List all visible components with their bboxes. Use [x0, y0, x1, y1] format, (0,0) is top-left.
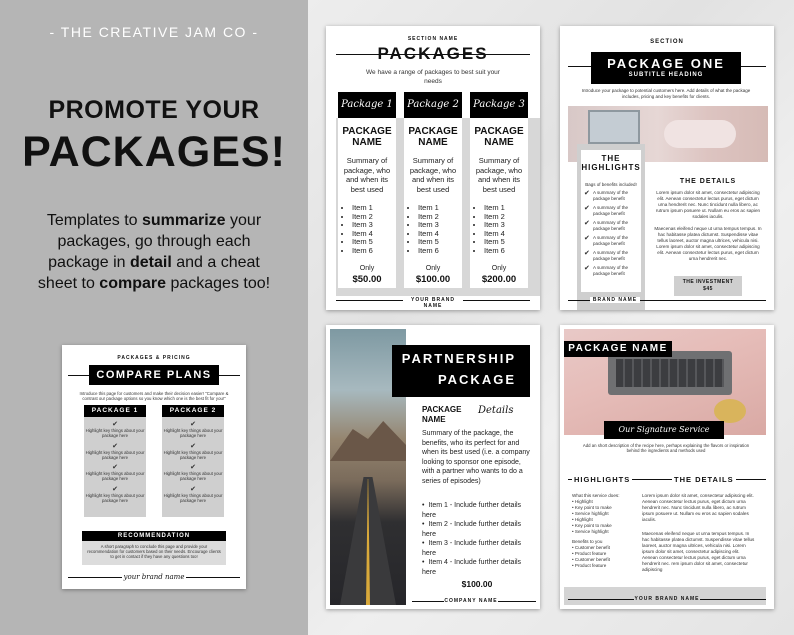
desc-text: and a cheat sheet to	[37, 254, 260, 292]
list-item	[584, 235, 638, 246]
list-item	[162, 421, 224, 439]
highlight-text: Highlight key things about your package here	[163, 428, 223, 439]
partnership-title-line1: PARTNERSHIP	[401, 351, 516, 366]
highlight-text: Highlight key things about your package here	[85, 471, 145, 482]
desc-text: Templates to	[46, 212, 142, 229]
list-item	[84, 486, 146, 504]
package-name: PACKAGE NAME	[474, 126, 524, 148]
checkmark-circle-icon: ✔	[190, 485, 196, 493]
highlight-text: Highlight key things about your package here	[85, 492, 145, 504]
list-item: • Item 1	[352, 204, 396, 213]
list-item: • Item 4	[352, 230, 396, 239]
brand-signature: your brand name	[123, 573, 185, 581]
price-prefix: Only	[491, 265, 507, 272]
package-column	[338, 92, 396, 288]
package-price: $50.00	[352, 274, 382, 285]
list-item: • Highlight	[572, 517, 640, 523]
list-item: • Item 6	[418, 247, 462, 256]
list-item: • Product feature	[572, 551, 640, 557]
benefits-list	[572, 545, 640, 569]
list-item	[84, 464, 146, 482]
benefit-text: A summary of the package benefit	[593, 250, 629, 261]
compare-column	[162, 405, 224, 517]
checkmark-circle-icon: ✔	[112, 421, 118, 428]
list-item: • Item 6	[484, 247, 528, 256]
compare-column-header: PACKAGE 1	[84, 405, 146, 417]
list-item: • Item 2	[352, 213, 396, 222]
package-column	[404, 92, 462, 288]
brand-footer: YOUR BRAND NAME	[634, 596, 700, 602]
brand-name: - THE CREATIVE JAM CO -	[49, 24, 259, 40]
compare-column-header: PACKAGE 2	[162, 405, 224, 417]
details-title: THE DETAILS	[674, 475, 734, 484]
package-name: PACKAGE NAME	[408, 126, 458, 148]
list-item: • Highlight	[572, 499, 640, 505]
checkmark-circle-icon: ✔	[190, 442, 196, 450]
checkmark-circle-icon: ✔	[190, 464, 196, 472]
checkmark-circle-icon: ✔	[584, 190, 590, 197]
package-script-header: Package 2	[404, 92, 462, 118]
list-item	[84, 421, 146, 439]
checkmark-circle-icon: ✔	[584, 250, 590, 257]
checkmark-circle-icon: ✔	[112, 485, 118, 493]
package-one-title: PACKAGE ONE	[607, 56, 725, 71]
investment-box	[674, 276, 742, 296]
highlights-title: THE HIGHLIGHTS	[581, 154, 641, 172]
partnership-title-box	[392, 345, 530, 397]
compare-plans-template	[62, 345, 246, 589]
price-prefix: Only	[425, 265, 441, 272]
partnership-template	[326, 325, 540, 609]
recommendation-text: A short paragraph to conclude this page and provide your recommendation for customers based on their needs. Encourage clients to get in contact if they have any questions too!	[82, 541, 226, 565]
list-item: • Service highlight	[572, 511, 640, 517]
list-item	[162, 464, 224, 482]
package-one-title-box	[591, 52, 741, 84]
list-item	[584, 205, 638, 216]
compare-intro: Introduce this page for customers and make their decision easier! "Compare & contrast our package options so you know which one is the best fit for you!"	[79, 391, 229, 402]
list-item: • Key point to make	[572, 505, 640, 511]
service-highlights	[572, 493, 640, 569]
checkmark-circle-icon: ✔	[584, 235, 590, 242]
list-item	[84, 443, 146, 461]
package-script-header: Package 1	[338, 92, 396, 118]
list-item: • Item 1	[484, 204, 528, 213]
list-item: • Item 4	[418, 230, 462, 239]
desc-bold: detail	[129, 254, 172, 271]
promo-heading-line1: PROMOTE YOUR	[48, 96, 260, 124]
list-item: • Item 3	[418, 221, 462, 230]
list-item	[584, 220, 638, 231]
section-label: SECTION NAME	[407, 36, 459, 42]
benefit-text: A summary of the package benefit	[593, 235, 629, 246]
desc-bold: summarize	[141, 212, 226, 229]
highlight-text: Highlight key things about your package here	[163, 449, 223, 460]
details-paragraph: Lorem ipsum dolor sit amet, consectetur adipiscing elit. Aenean consectetur lectus purus, eget dictum urna hendrerit nec. Nunc tincidunt nulla libero, ac rutrum ipsum posuere ut. Nullam eu eros ac sapien sodales iaculis.	[655, 190, 761, 219]
highlight-text: Highlight key things about your package here	[85, 449, 145, 460]
list-item: • Item 3	[352, 221, 396, 230]
package-items	[484, 204, 528, 255]
hands-image	[664, 120, 736, 148]
list-item: • Item 1	[418, 204, 462, 213]
package-intro: Introduce your package to potential customers here. Add details of what the package includes, pricing and key benefits for clients.	[581, 88, 751, 99]
package-name-template	[560, 325, 774, 609]
company-footer: COMPANY NAME	[444, 598, 498, 604]
list-item: • Customer benefit	[572, 557, 640, 563]
list-item: • Item 6	[352, 247, 396, 256]
package-items	[352, 204, 396, 255]
list-item: • Item 3	[484, 221, 528, 230]
packages-template	[326, 26, 540, 310]
highlights-title: HIGHLIGHTS	[574, 475, 631, 484]
list-item: • Customer benefit	[572, 545, 640, 551]
package-price: $100.00	[415, 274, 451, 285]
partnership-summary: Summary of the package, the benefits, who its perfect for and when its best used (i.e. a company looking to sponsor one episode, with a partner who wants to do a series of episodes)	[422, 430, 530, 485]
list-item: • Item 1 - Include further details here	[422, 501, 534, 520]
benefit-text: A summary of the package benefit	[593, 220, 629, 231]
brand-footer: BRAND NAME	[590, 297, 640, 303]
signature-service-banner: Our Signature Service	[604, 421, 724, 439]
checkmark-circle-icon: ✔	[584, 205, 590, 212]
package-name: PACKAGE NAME	[342, 126, 392, 148]
highlights-heading: What this service does:	[572, 493, 620, 498]
checkmark-circle-icon: ✔	[112, 464, 118, 472]
list-item: • Key point to make	[572, 523, 640, 529]
package-summary: Summary of package, who and when its best used	[475, 156, 523, 194]
package-items	[418, 204, 462, 255]
checkmark-circle-icon: ✔	[584, 220, 590, 227]
list-item: • Item 4	[484, 230, 528, 239]
checkmark-circle-icon: ✔	[190, 421, 196, 428]
list-item: • Product feature	[572, 563, 640, 569]
list-item: • Item 5	[484, 238, 528, 247]
benefits-caption: Bags of benefits included!	[585, 182, 637, 187]
list-item: • Service highlight	[572, 529, 640, 535]
highlights-header	[581, 150, 641, 180]
details-paragraph: Lorem ipsum dolor sit amet, consectetur adipiscing elit. Aenean consectetur lectus purus, eget dictum urna hendrerit nec. Nunc tincidunt nulla libero, ac rutrum ipsum posuere ut. Nullam eu eros ac sapien sodales iaculis.	[642, 493, 754, 522]
price-prefix: Only	[359, 265, 375, 272]
service-intro: Add an short description of the recipe here, perhaps explaining the flavors or inspiration behind the ingredients and methods used	[582, 443, 750, 454]
laptop-image	[588, 110, 640, 144]
list-item: • Item 2	[418, 213, 462, 222]
investment-value: $45	[703, 286, 713, 292]
packages-subtitle: We have a range of packages to best suit your needs	[366, 69, 500, 85]
desc-text: your packages, go through each package in	[48, 212, 262, 271]
details-title: THE DETAILS	[679, 178, 737, 185]
partnership-price: $100.00	[461, 579, 493, 589]
recommendation-title: RECOMMENDATION	[82, 531, 226, 541]
list-item: • Item 5	[418, 238, 462, 247]
highlights-list	[572, 499, 640, 535]
checkmark-circle-icon: ✔	[112, 442, 118, 450]
benefit-text: A summary of the package benefit	[593, 265, 629, 276]
list-item: • Item 2 - Include further details here	[422, 520, 534, 539]
benefit-text: A summary of the package benefit	[593, 190, 629, 201]
packages-title: PACKAGES	[377, 44, 489, 63]
coffee-cup-image	[714, 399, 746, 423]
partnership-items	[422, 501, 534, 577]
package-summary: Summary of package, who and when its best used	[343, 156, 391, 194]
benefits-list	[581, 180, 641, 292]
compare-column	[84, 405, 146, 517]
package-price: $200.00	[481, 274, 517, 285]
highlight-text: Highlight key things about your package here	[163, 492, 223, 504]
mountain-image	[330, 421, 406, 461]
promo-heading-line2: PACKAGES!	[22, 128, 286, 176]
list-item: • Item 3 - Include further details here	[422, 539, 534, 558]
details-paragraph: Maecenas eleifend neque ut urna tempus tempus. In hac habitasse platea dictumst. Suspendisse vitae tellus laoreet, auctor magna ultrices, vehicula nisi. Lorem ipsum dolor sit amet, consectetur adipiscing elit. Aenean consectetur lectus purus, eget dictum urna hendrerit nec. rem ipsum dolor sit amet, consectetur adipiscing	[642, 531, 755, 572]
keyboard-image	[616, 359, 724, 387]
package-name-title: PACKAGE NAME	[564, 341, 672, 357]
package-column	[470, 92, 528, 288]
benefit-text: A summary of the package benefit	[593, 205, 629, 216]
package-script-header: Package 3	[470, 92, 528, 118]
section-label: SECTION	[650, 39, 684, 45]
details-script: Details	[478, 405, 514, 416]
investment-label: THE INVESTMENT	[682, 279, 734, 285]
details-paragraph: Maecenas eleifend neque ut urna tempus tempus. In hac habitasse platea dictumst. Suspendisse vitae tellus laoreet, auctor magna ultrices, vehicula nisi. Lorem ipsum dolor sit amet, consectetur adipiscing elit. Aenean consectetur lectus purus, eget dictum urna hendrerit nec.	[654, 226, 762, 261]
list-item: • Item 5	[352, 238, 396, 247]
list-item	[162, 486, 224, 504]
highlight-text: Highlight key things about your package here	[163, 471, 223, 482]
checkmark-circle-icon: ✔	[584, 265, 590, 272]
list-item	[584, 265, 638, 276]
package-summary: Summary of package, who and when its best used	[409, 156, 457, 194]
list-item	[584, 250, 638, 261]
benefits-heading: Benefits to you	[572, 539, 603, 544]
compare-title: COMPARE PLANS	[89, 365, 219, 385]
highlight-text: Highlight key things about your package here	[85, 428, 145, 439]
list-item: • Item 4 - Include further details here	[422, 558, 534, 577]
brand-footer: YOUR BRAND NAME	[403, 297, 463, 309]
compare-top-label: PACKAGES & PRICING	[117, 355, 191, 361]
package-one-template	[560, 26, 774, 310]
list-item	[584, 190, 638, 201]
package-name: PACKAGE NAME	[422, 405, 462, 424]
partnership-title-line2: PACKAGE	[437, 372, 516, 387]
package-one-subtitle: SUBTITLE HEADING	[628, 72, 704, 78]
list-item	[162, 443, 224, 461]
desc-bold: compare	[99, 275, 166, 292]
list-item: • Item 2	[484, 213, 528, 222]
promo-description	[36, 210, 272, 294]
desc-text: packages too!	[166, 275, 271, 292]
